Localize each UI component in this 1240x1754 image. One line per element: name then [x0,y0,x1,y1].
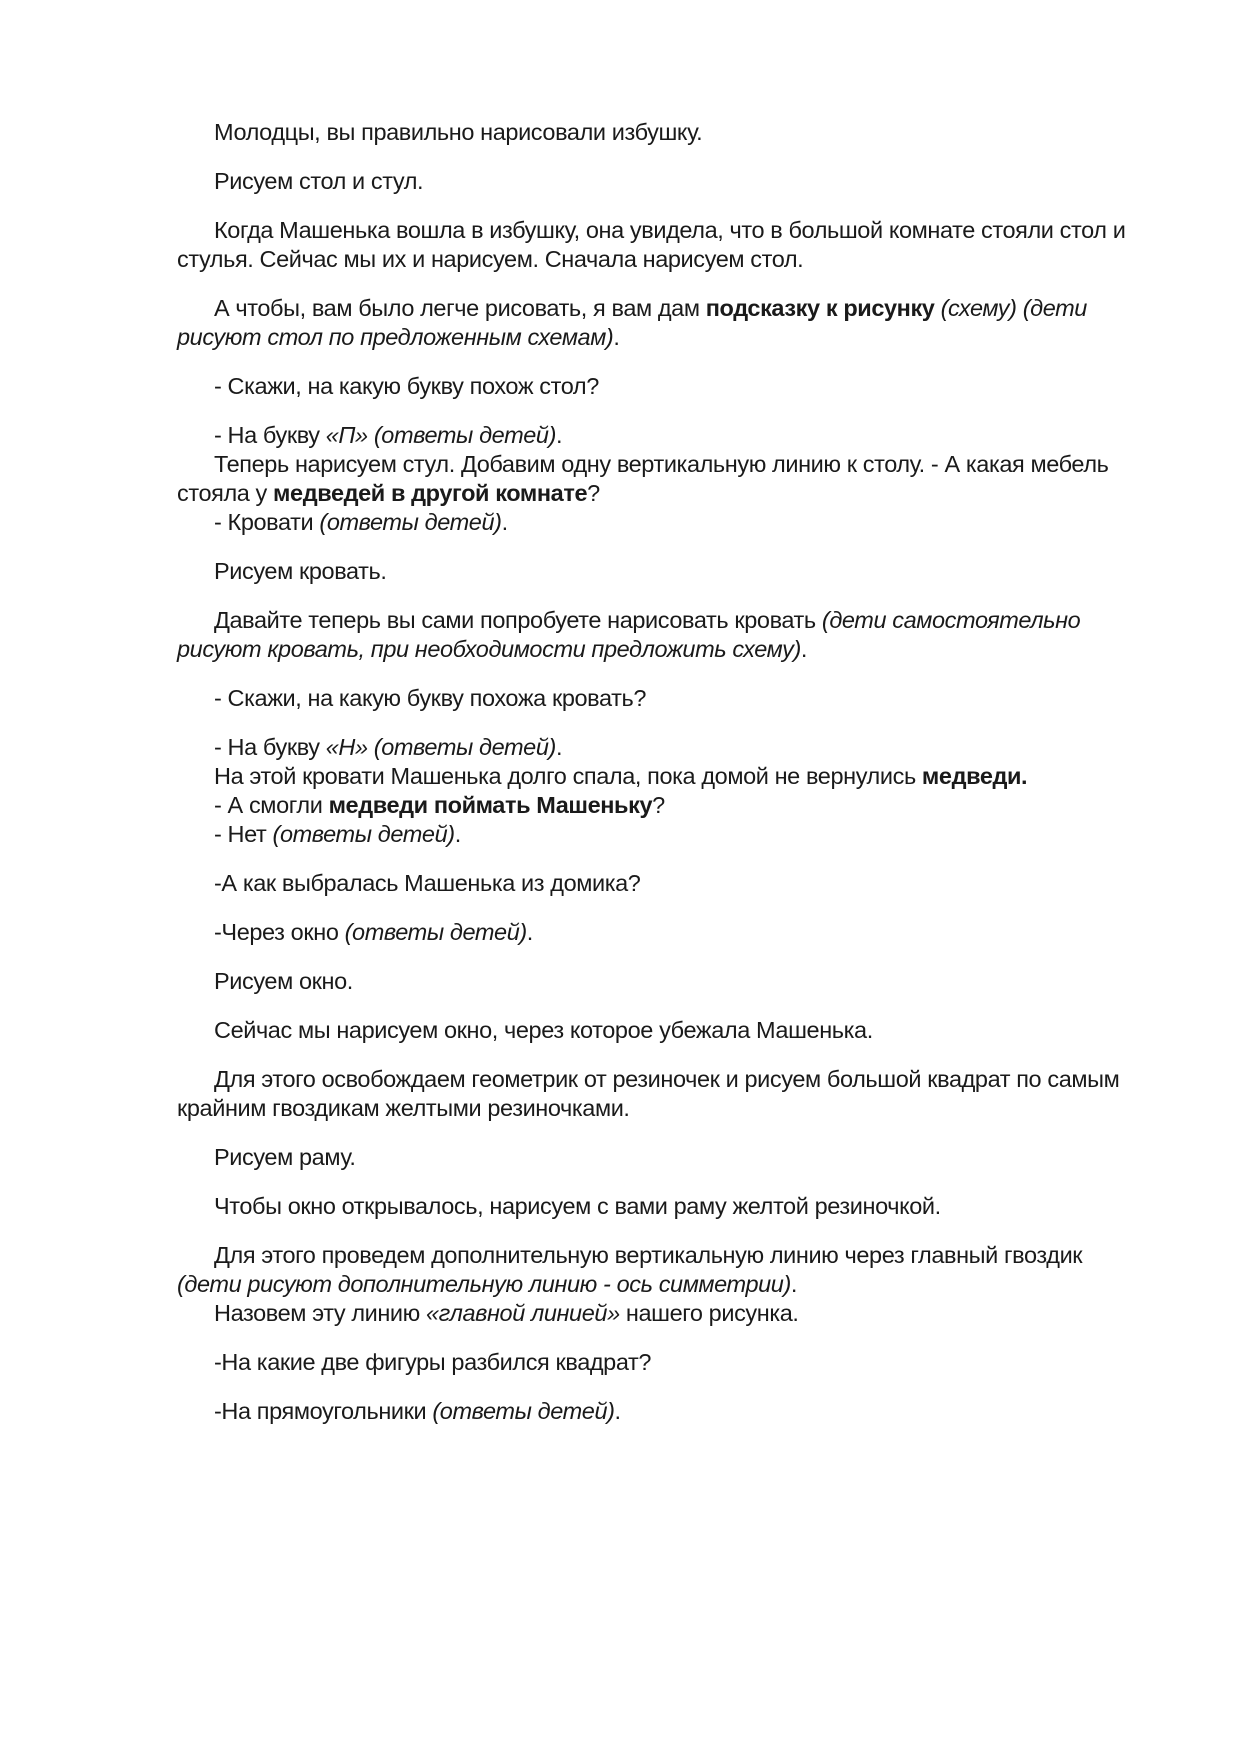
text-run: Рисуем кровать. [214,558,387,584]
italic-remark: (дети рисуют дополнительную линию - ось симметрии) [177,1271,791,1297]
document-page [177,118,1137,1426]
text-run: . [800,636,808,662]
text-run: -На какие две фигуры разбился квадрат? [214,1349,652,1375]
text-run: . [555,734,563,760]
text-run: - На букву [214,734,326,760]
text-run: Назовем эту линию [214,1300,427,1326]
text-run: Молодцы, вы правильно нарисовали избушку. [214,119,703,145]
italic-remark: (дети самостоятельно рисуют кровать, при необходимости предложить схему) [177,607,1081,662]
paragraph [177,869,1137,898]
paragraph [177,1016,1137,1045]
paragraph [177,1065,1137,1123]
text-run: . [556,422,563,448]
italic-remark: «П» (ответы детей) [325,422,557,448]
paragraph [177,791,1137,820]
paragraph [177,294,1137,352]
text-run: . [614,1398,621,1424]
text-run: Рисуем раму. [214,1144,356,1170]
italic-remark: (схему) (дети рисуют стол по предложенным схемам) [177,295,1087,350]
italic-remark: (ответы детей) [344,919,527,945]
text-run: Чтобы окно открывалось, нарисуем с вами раму желтой резиночкой. [214,1193,941,1219]
text-run: Когда Машенька вошла в избушку, она увидела, что в большой комнате стояли стол и стулья. Сейчас мы их и нарисуем. Сначала нарисуем стол. [177,217,1126,272]
text-run: Для этого освобождаем геометрик от резиночек и рисуем большой квадрат по самым крайним гвоздикам желтыми резиночками. [177,1066,1120,1121]
text-run: - Скажи, на какую букву похожа кровать? [214,685,647,711]
text-run: - Нет [214,821,273,847]
text-run: ? [587,480,600,506]
paragraph [177,918,1137,947]
text-run: . [454,821,461,847]
paragraph [177,421,1137,450]
paragraph [177,733,1137,762]
paragraph [177,557,1137,586]
bold-text: медведей в другой комнате [273,480,588,506]
paragraph [177,450,1137,508]
paragraph [177,967,1137,996]
text-run: нашего рисунка. [619,1300,799,1326]
paragraph [177,118,1137,147]
text-run: - На букву [214,422,326,448]
paragraph [177,606,1137,664]
text-run: Сейчас мы нарисуем окно, через которое убежала Машенька. [214,1017,873,1043]
text-run: . [501,509,508,535]
paragraph [177,372,1137,401]
text-run: Рисуем окно. [214,968,353,994]
paragraph [177,1299,1137,1328]
paragraph [177,1241,1137,1299]
text-run: Рисуем стол и стул. [214,168,424,194]
paragraph [177,1143,1137,1172]
italic-remark: «Н» (ответы детей) [325,734,556,760]
italic-remark: (ответы детей) [432,1398,615,1424]
paragraph [177,1348,1137,1377]
text-run: ? [652,792,665,818]
bold-text: медведи. [921,763,1028,789]
italic-remark: «главной линией» [426,1300,620,1326]
italic-remark: (ответы детей) [272,821,455,847]
bold-text: подсказку к рисунку [705,295,935,321]
text-run: Теперь нарисуем стул. Добавим одну вертикальную линию к столу. - А какая мебель стояла у [177,451,1109,506]
paragraph [177,1397,1137,1426]
text-run: Для этого проведем дополнительную вертикальную линию через главный гвоздик [214,1242,1083,1268]
text-run: На этой кровати Машенька долго спала, пока домой не вернулись [214,763,922,789]
text-run: А чтобы, вам было легче рисовать, я вам дам [214,295,706,321]
text-run: . [790,1271,798,1297]
paragraph [177,216,1137,274]
text-run: Давайте теперь вы сами попробуете нарисовать кровать [214,607,822,633]
text-run: - А смогли [214,792,329,818]
text-run: . [613,324,620,350]
paragraph [177,1192,1137,1221]
text-run: -Через окно [214,919,345,945]
paragraph [177,508,1137,537]
text-run: . [526,919,533,945]
text-run: -А как выбралась Машенька из домика? [214,870,641,896]
paragraph [177,762,1137,791]
italic-remark: (ответы детей) [319,509,502,535]
paragraph [177,684,1137,713]
paragraph [177,820,1137,849]
text-run: -На прямоугольники [214,1398,433,1424]
text-run: - Скажи, на какую букву похож стол? [214,373,599,399]
paragraph [177,167,1137,196]
bold-text: медведи поймать Машеньку [328,792,653,818]
text-run: - Кровати [214,509,320,535]
